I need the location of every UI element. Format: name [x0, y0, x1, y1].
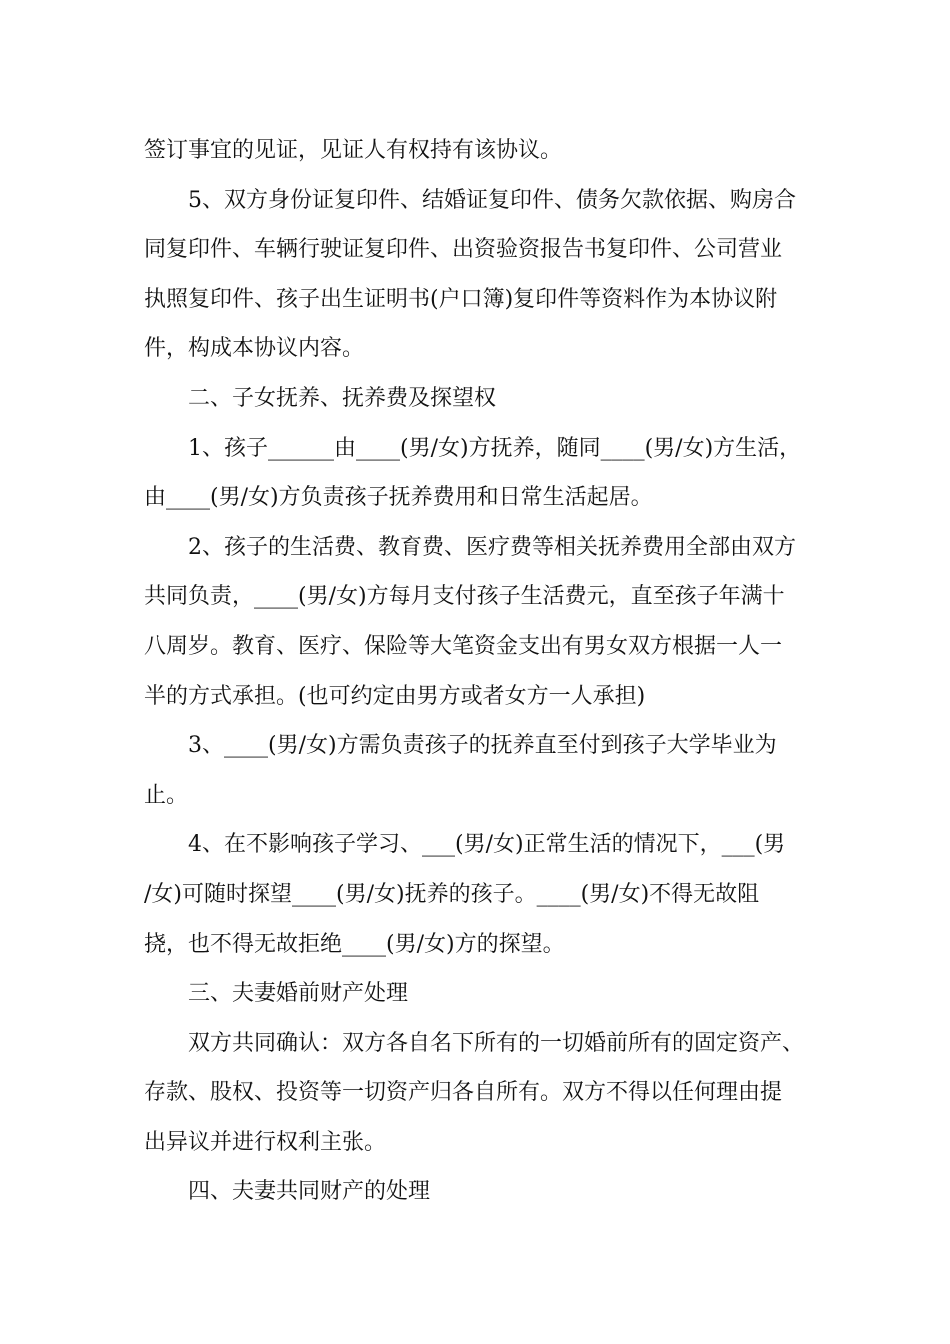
text-line: 5、双方身份证复印件、结婚证复印件、债务欠款依据、购房合: [188, 187, 796, 213]
document-body: [144, 126, 806, 1217]
text-line: 3、____(男/女)方需负责孩子的抚养直至付到孩子大学毕业为: [188, 733, 777, 759]
text-line: 共同负责，____(男/女)方每月支付孩子生活费元，直至孩子年满十: [144, 584, 785, 610]
text-line: 4、在不影响孩子学习、___(男/女)正常生活的情况下，___(男: [188, 832, 786, 858]
text-line: 出异议并进行权利主张。: [144, 1129, 387, 1155]
text-line: 四、夫妻共同财产的处理: [188, 1179, 431, 1205]
text-line: 八周岁。教育、医疗、保险等大笔资金支出有男女双方根据一人一: [144, 633, 783, 659]
text-line: 同复印件、车辆行驶证复印件、出资验资报告书复印件、公司营业: [144, 237, 783, 263]
text-line: 挠，也不得无故拒绝____(男/女)方的探望。: [144, 931, 565, 957]
text-line: 签订事宜的见证，见证人有权持有该协议。: [144, 138, 563, 163]
text-line: 止。: [144, 782, 189, 808]
text-line: 双方共同确认：双方各自名下所有的一切婚前所有的固定资产、: [188, 1030, 805, 1056]
text-line: 执照复印件、孩子出生证明书(户口簿)复印件等资料作为本协议附: [144, 286, 778, 312]
text-line: 1、孩子______由____(男/女)方抚养，随同____(男/女)方生活，: [188, 435, 802, 461]
text-line: 二、子女抚养、抚养费及探望权: [188, 385, 497, 411]
text-line: 三、夫妻婚前财产处理: [188, 981, 409, 1007]
text-line: 件，构成本协议内容。: [144, 336, 365, 362]
text-line: 半的方式承担。(也可约定由男方或者女方一人承担): [144, 683, 646, 709]
text-line: 由____(男/女)方负责孩子抚养费用和日常生活起居。: [144, 485, 653, 511]
text-line: /女)可随时探望____(男/女)抚养的孩子。____(男/女)不得无故阻: [144, 881, 760, 907]
text-line: 2、孩子的生活费、教育费、医疗费等相关抚养费用全部由双方: [188, 534, 796, 560]
text-line: 存款、股权、投资等一切资产归各自所有。双方不得以任何理由提: [144, 1080, 783, 1106]
